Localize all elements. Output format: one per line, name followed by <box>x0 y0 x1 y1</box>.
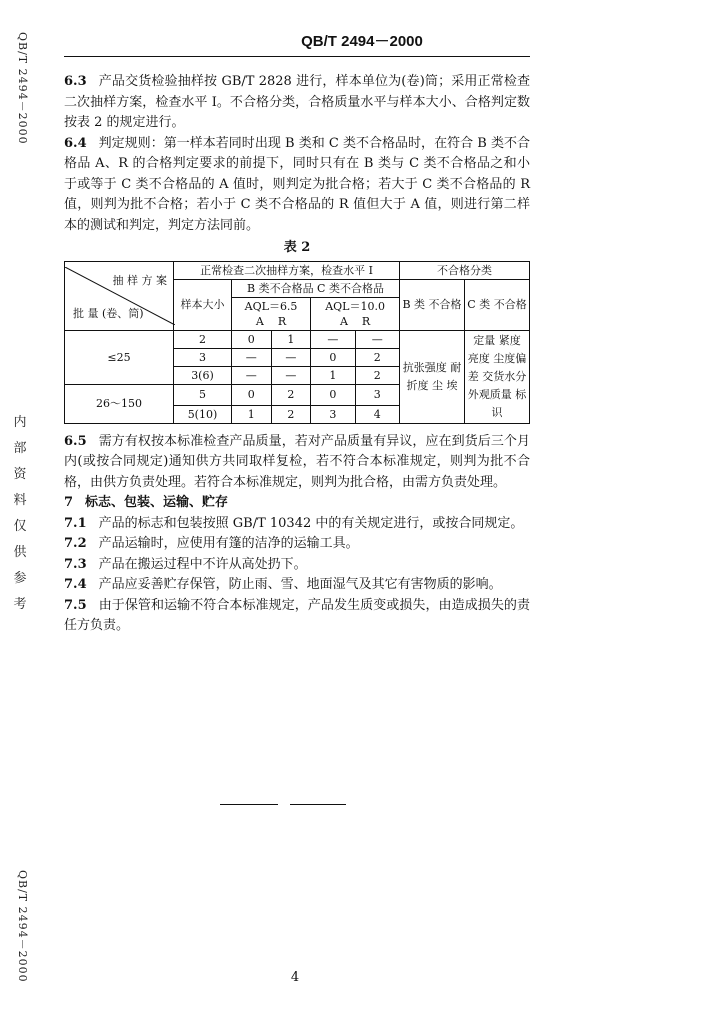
sample-size-header: 样本大小 <box>174 279 232 330</box>
table-cell: 3 <box>355 384 399 405</box>
clause-number: 6.5 <box>64 433 87 449</box>
clause-number: 7.4 <box>64 577 87 592</box>
clause-number: 7.3 <box>64 556 87 572</box>
clause-text: 产品交货检验抽样按 GB/T 2828 进行，样本单位为(卷)筒；采用正常检查二次抽样方案，检查水平 Ⅰ。不合格分类，合格质量水平与样本大小、合格判定数按表 2 的规定进行。 <box>64 74 530 130</box>
table-cell: 5(10) <box>174 405 232 423</box>
clause-number: 7 <box>64 495 74 510</box>
clause-text: 由于保管和运输不符合本标准规定，产品发生质变或损失，由造成损失的责任方负责。 <box>64 597 530 633</box>
side-char: 资 <box>13 467 27 482</box>
table-cell: 3 <box>174 348 232 366</box>
clause-number: 6.3 <box>64 74 87 89</box>
ac-label: A <box>339 314 348 328</box>
table-cell: — <box>231 348 271 366</box>
table-cell: 2 <box>355 348 399 366</box>
clause-7-2 <box>64 534 530 555</box>
clause-number: 7.1 <box>64 515 87 531</box>
side-char: 料 <box>13 493 27 508</box>
table-cell: — <box>231 366 271 384</box>
table-cell: 1 <box>231 405 271 423</box>
c-items: 定量 紧度 亮度 尘度偏差 交货水分 外观质量 标 识 <box>465 330 530 423</box>
bc-header: B 类不合格品 C 类不合格品 <box>231 279 399 297</box>
table-cell: 2 <box>174 330 232 348</box>
sampling-table <box>64 261 530 424</box>
side-char: 考 <box>13 597 27 612</box>
clause-text: 产品在搬运过程中不许从高处扔下。 <box>98 556 307 572</box>
aql-2 <box>311 297 400 330</box>
side-char: 供 <box>13 545 27 560</box>
side-char: 仅 <box>13 519 27 534</box>
end-rule-left <box>220 804 278 805</box>
side-code-top: QB/T 2494－2000 <box>16 32 29 145</box>
table-cell: — <box>311 330 355 348</box>
table-cell: — <box>355 330 399 348</box>
section-7-title <box>64 493 530 514</box>
aql-1-label: AQL＝6.5 <box>244 299 298 313</box>
table-cell: 1 <box>271 330 311 348</box>
clause-number: 7.5 <box>64 597 87 613</box>
header-rule <box>64 56 530 57</box>
lot-cell: 26～150 <box>65 384 174 423</box>
table-cell: 2 <box>355 366 399 384</box>
re-label: R <box>361 314 371 328</box>
c-class-header: C 类 不合格 <box>465 279 530 330</box>
b-class-header: B 类 不合格 <box>400 279 465 330</box>
aql-1 <box>231 297 310 330</box>
side-char: 参 <box>13 571 27 586</box>
table-cell: — <box>271 366 311 384</box>
corner-cell <box>65 261 174 330</box>
clause-text: 产品的标志和包装按照 GB/T 10342 中的有关规定进行，或按合同规定。 <box>98 515 524 531</box>
table-cell: 1 <box>311 366 355 384</box>
clause-text: 产品应妥善贮存保管，防止雨、雪、地面湿气及其它有害物质的影响。 <box>98 577 502 592</box>
table-cell: 2 <box>271 405 311 423</box>
clause-text: 需方有权按本标准检查产品质量，若对产品质量有异议，应在到货后三个月内(或按合同规定)通知供方共同取样复检，若不符合本标准规定，则判为批不合格，由供方负责处理。若符合本标准规定，则判为批合格，由需方负责处理。 <box>64 433 530 490</box>
ac-label: A <box>255 314 264 328</box>
clause-text: 产品运输时，应使用有篷的洁净的运输工具。 <box>98 536 359 551</box>
clause-text: 判定规则：第一样本若同时出现 B 类和 C 类不合格品时，在符合 B 类不合格品 A、R 的合格判定要求的前提下，同时只有在 B 类与 C 类不合格品之和小于或等于 C 类不合格品的 A 值时，则判定为批合格；若大于 C 类不合格品的 R 值，则判为批不合格；若小于 C 类不合格品的 R 值但大于 A 值，则进行第二样本的测试和判定，判定方法同前。 <box>64 135 530 233</box>
end-rule-right <box>290 804 346 805</box>
clause-number: 7.2 <box>64 536 87 551</box>
corner-top-label: 抽 样 方 案 <box>112 273 167 287</box>
clause-6-3 <box>64 72 530 134</box>
table-cell: 0 <box>311 384 355 405</box>
b-items: 抗张强度 耐折度 尘 埃 <box>400 330 465 423</box>
clause-7-1 <box>64 514 530 535</box>
lot-cell: ≤25 <box>65 330 174 384</box>
nc-header: 不合格分类 <box>400 261 530 279</box>
side-char: 内 <box>13 415 27 430</box>
clause-number: 6.4 <box>64 135 87 151</box>
table-cell: — <box>271 348 311 366</box>
side-internal-note <box>10 410 30 618</box>
clause-7-3 <box>64 555 530 576</box>
table-cell: 5 <box>174 384 232 405</box>
page-content <box>64 72 530 637</box>
aql-2-label: AQL＝10.0 <box>325 299 385 313</box>
side-code-bottom: QB/T 2494－2000 <box>16 870 29 983</box>
table-cell: 4 <box>355 405 399 423</box>
table-cell: 3 <box>311 405 355 423</box>
plan-header: 正常检查二次抽样方案，检查水平 Ⅰ <box>174 261 400 279</box>
corner-bottom-label: 批 量 (卷、筒) <box>73 306 144 320</box>
re-label: R <box>277 314 287 328</box>
table-cell: 3(6) <box>174 366 232 384</box>
page-number: 4 <box>290 970 300 985</box>
table-cell: 0 <box>231 330 271 348</box>
table-cell: 0 <box>231 384 271 405</box>
clause-7-4 <box>64 575 530 596</box>
clause-6-5 <box>64 432 530 494</box>
clause-6-4 <box>64 134 530 237</box>
table-cell: 0 <box>311 348 355 366</box>
side-char: 部 <box>13 441 27 456</box>
page-header: QB/T 2494－2000 <box>301 33 423 50</box>
clause-text: 标志、包装、运输、贮存 <box>85 495 229 510</box>
table-cell: 2 <box>271 384 311 405</box>
table-caption: 表 2 <box>283 240 311 255</box>
clause-7-5 <box>64 596 530 637</box>
